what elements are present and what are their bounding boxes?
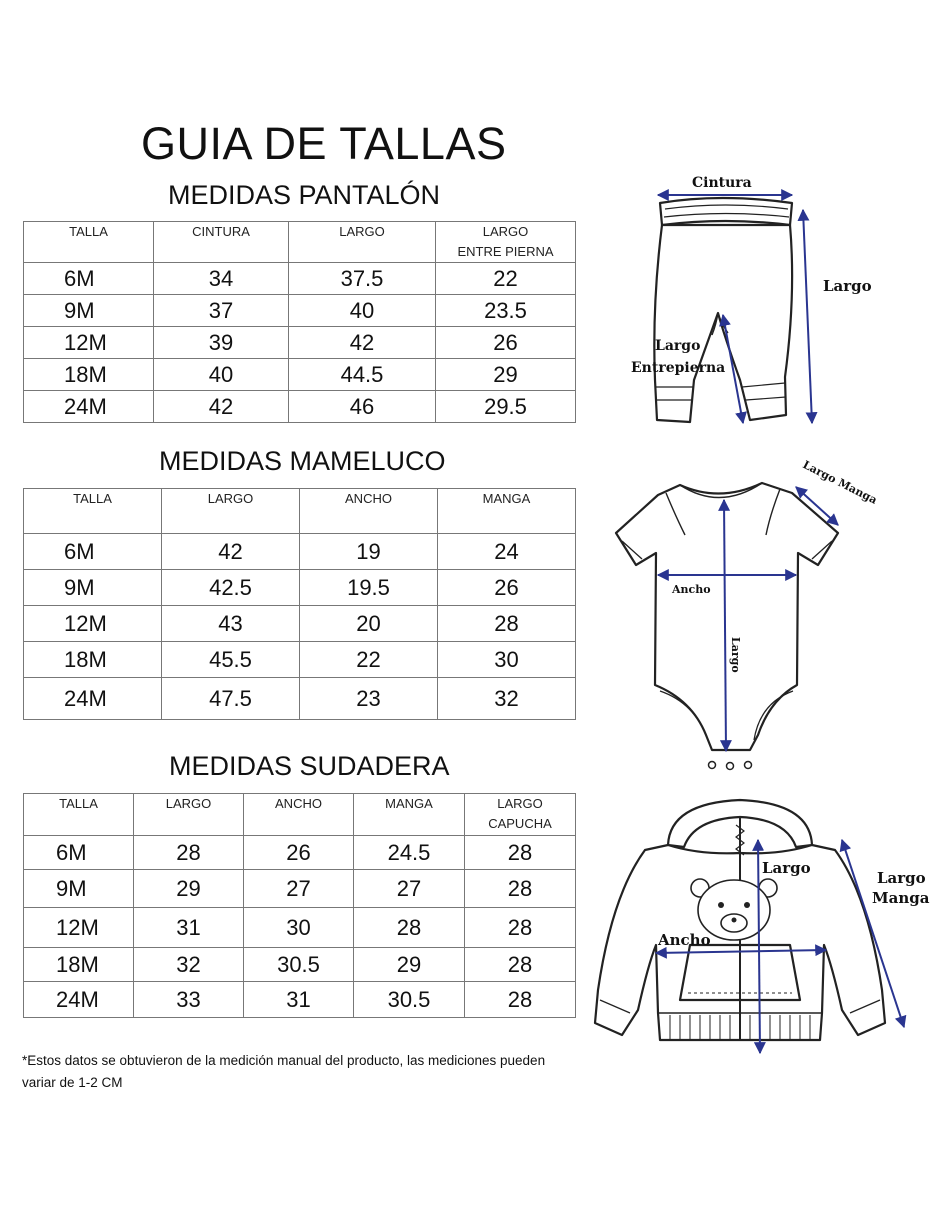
- measure-cell: 28: [354, 908, 465, 948]
- measure-cell: 23: [300, 678, 438, 720]
- label-largo: Largo: [729, 637, 742, 673]
- size-cell: 9M: [24, 570, 162, 606]
- size-cell: 24M: [24, 391, 154, 423]
- measure-cell: 33: [134, 982, 244, 1018]
- measure-cell: 19.5: [300, 570, 438, 606]
- header-manga: MANGA: [438, 489, 576, 534]
- label-largo: Largo: [823, 277, 872, 295]
- table-row: [24, 908, 576, 948]
- measure-cell: 42: [154, 391, 289, 423]
- measure-cell: 31: [244, 982, 354, 1018]
- measure-cell: 37.5: [289, 263, 436, 295]
- label-largo-entrepierna-2: Entrepierna: [631, 360, 726, 376]
- label-largo-manga-2: Manga: [872, 889, 930, 907]
- size-cell: 9M: [24, 295, 154, 327]
- page-title: GUIA DE TALLAS: [141, 118, 507, 169]
- size-cell: 6M: [24, 534, 162, 570]
- measure-cell: 27: [354, 870, 465, 908]
- size-cell: 12M: [24, 606, 162, 642]
- measure-cell: 28: [465, 948, 576, 982]
- section-title-sudadera: MEDIDAS SUDADERA: [169, 751, 450, 781]
- size-cell: 12M: [24, 908, 134, 948]
- table-row: [24, 534, 576, 570]
- section-title-mameluco: MEDIDAS MAMELUCO: [159, 446, 446, 476]
- header-largo-entre-pierna: LARGO ENTRE PIERNA: [436, 222, 576, 263]
- label-ancho: Ancho: [658, 931, 711, 949]
- table-row: [24, 263, 576, 295]
- table-row: [24, 570, 576, 606]
- measure-cell: 39: [154, 327, 289, 359]
- label-largo-manga-1: Largo: [877, 869, 926, 887]
- measure-cell: 20: [300, 606, 438, 642]
- size-cell: 18M: [24, 948, 134, 982]
- size-cell: 18M: [24, 359, 154, 391]
- measure-cell: 28: [134, 836, 244, 870]
- size-cell: 18M: [24, 642, 162, 678]
- label-cintura: Cintura: [692, 175, 752, 191]
- table-pantalon: [23, 221, 576, 423]
- label-ancho: Ancho: [672, 583, 711, 596]
- header-talla: TALLA: [24, 489, 162, 534]
- measure-cell: 29: [354, 948, 465, 982]
- label-largo-manga: Largo Manga: [800, 458, 880, 507]
- measure-cell: 30: [438, 642, 576, 678]
- label-largo-entrepierna-1: Largo: [655, 338, 701, 354]
- measure-cell: 23.5: [436, 295, 576, 327]
- measure-cell: 19: [300, 534, 438, 570]
- header-cintura: CINTURA: [154, 222, 289, 263]
- measure-cell: 22: [436, 263, 576, 295]
- size-cell: 9M: [24, 870, 134, 908]
- header-largo: LARGO: [162, 489, 300, 534]
- measure-cell: 29.5: [436, 391, 576, 423]
- measure-cell: 42: [289, 327, 436, 359]
- measure-cell: 32: [438, 678, 576, 720]
- measure-cell: 28: [465, 836, 576, 870]
- measure-cell: 43: [162, 606, 300, 642]
- size-cell: 6M: [24, 263, 154, 295]
- label-largo: Largo: [762, 859, 811, 877]
- measure-cell: 29: [134, 870, 244, 908]
- pants-illustration: [600, 165, 900, 440]
- measure-cell: 22: [300, 642, 438, 678]
- header-ancho: ANCHO: [300, 489, 438, 534]
- table-row: [24, 295, 576, 327]
- measure-cell: 24: [438, 534, 576, 570]
- size-cell: 24M: [24, 982, 134, 1018]
- size-cell: 6M: [24, 836, 134, 870]
- measure-cell: 47.5: [162, 678, 300, 720]
- table-mameluco: [23, 488, 576, 720]
- measure-cell: 45.5: [162, 642, 300, 678]
- table-sudadera: [23, 793, 576, 1018]
- measure-cell: 37: [154, 295, 289, 327]
- table-row: [24, 678, 576, 720]
- header-talla: TALLA: [24, 794, 134, 836]
- table-row: [24, 982, 576, 1018]
- header-talla: TALLA: [24, 222, 154, 263]
- section-title-pantalon: MEDIDAS PANTALÓN: [168, 180, 441, 210]
- measure-cell: 44.5: [289, 359, 436, 391]
- table-row: [24, 870, 576, 908]
- header-manga: MANGA: [354, 794, 465, 836]
- measure-cell: 42: [162, 534, 300, 570]
- onesie-illustration: [600, 455, 885, 785]
- table-row: [24, 327, 576, 359]
- header-largo: LARGO: [134, 794, 244, 836]
- table-row: [24, 391, 576, 423]
- table-row: [24, 948, 576, 982]
- measure-cell: 30.5: [354, 982, 465, 1018]
- measure-cell: 30: [244, 908, 354, 948]
- measure-cell: 31: [134, 908, 244, 948]
- table-row: [24, 836, 576, 870]
- measure-cell: 24.5: [354, 836, 465, 870]
- measure-cell: 26: [438, 570, 576, 606]
- measure-cell: 26: [244, 836, 354, 870]
- measure-cell: 40: [154, 359, 289, 391]
- measure-cell: 29: [436, 359, 576, 391]
- measure-cell: 32: [134, 948, 244, 982]
- measure-cell: 46: [289, 391, 436, 423]
- table-row: [24, 606, 576, 642]
- header-largo-capucha: LARGO CAPUCHA: [465, 794, 576, 836]
- table-row: [24, 359, 576, 391]
- table-row: [24, 642, 576, 678]
- measure-cell: 28: [465, 982, 576, 1018]
- header-largo: LARGO: [289, 222, 436, 263]
- measure-cell: 34: [154, 263, 289, 295]
- measure-cell: 28: [438, 606, 576, 642]
- measure-cell: 28: [465, 908, 576, 948]
- measure-cell: 30.5: [244, 948, 354, 982]
- header-ancho: ANCHO: [244, 794, 354, 836]
- measure-cell: 27: [244, 870, 354, 908]
- measure-cell: 40: [289, 295, 436, 327]
- size-cell: 12M: [24, 327, 154, 359]
- size-cell: 24M: [24, 678, 162, 720]
- footnote: *Estos datos se obtuvieron de la medición manual del producto, las mediciones pueden variar de 1-2 CM: [22, 1053, 546, 1090]
- measure-cell: 42.5: [162, 570, 300, 606]
- hoodie-illustration: [590, 795, 935, 1060]
- measure-cell: 26: [436, 327, 576, 359]
- measure-cell: 28: [465, 870, 576, 908]
